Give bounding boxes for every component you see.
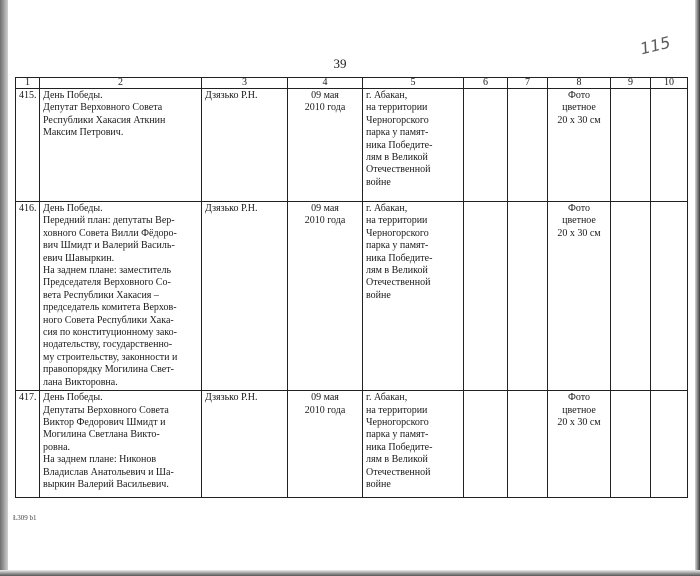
entry-place-line: войне — [366, 176, 391, 188]
entry-place — [363, 202, 464, 391]
scan-left-edge — [0, 0, 8, 576]
column-header: 8 — [548, 78, 611, 89]
entry-col9 — [611, 89, 651, 202]
column-header: 10 — [651, 78, 688, 89]
entry-col9 — [611, 391, 651, 498]
entry-description-line: ховного Совета Вилли Фёдоро- — [43, 227, 177, 239]
entry-date-line: 2010 года — [304, 102, 346, 114]
entry-description-line: Председателя Верховного Со- — [43, 277, 171, 289]
table-row — [16, 89, 688, 202]
entry-description-line: Максим Петрович. — [43, 127, 124, 139]
entry-place-line: г. Абакан, — [366, 392, 408, 404]
entry-description-line: Депутаты Верховного Совета — [43, 404, 169, 416]
entry-place-line: лям в Великой — [366, 265, 428, 277]
table-row — [16, 202, 688, 391]
entry-place-line: войне — [366, 289, 391, 301]
entry-date-line: 09 мая — [311, 90, 339, 101]
entry-author: Дзязько Р.Н. — [202, 391, 288, 498]
entry-place-line: на территории — [366, 102, 428, 114]
entry-col7 — [508, 202, 548, 391]
footer-code: Ł309 b1 — [13, 514, 37, 522]
entry-format — [548, 202, 611, 391]
entry-col6 — [464, 202, 508, 391]
entry-date-line: 2010 года — [304, 215, 346, 227]
table-row — [16, 391, 688, 498]
entry-date-line: 09 мая — [311, 392, 339, 404]
page-number: 39 — [333, 56, 347, 71]
entry-place-line: г. Абакан, — [366, 90, 408, 101]
entry-format-line: Фото — [567, 392, 590, 404]
scan-bottom-edge — [0, 570, 700, 576]
entry-col10 — [651, 89, 688, 202]
entry-col6 — [464, 391, 508, 498]
entry-date — [288, 202, 363, 391]
entry-place-line: Отечественной — [366, 277, 431, 289]
entry-place-line: на территории — [366, 404, 428, 416]
entry-format-line: цветное — [562, 215, 596, 227]
entry-place-line: на территории — [366, 215, 428, 227]
entry-format-line: Фото — [567, 203, 590, 214]
entry-format-line: 20 х 30 см — [557, 416, 601, 428]
entry-place — [363, 89, 464, 202]
entry-description-line: ного Совета Республики Хака- — [43, 314, 174, 326]
entry-description — [40, 202, 202, 391]
entry-col7 — [508, 89, 548, 202]
entry-description-line: вич Шмидт и Валерий Василь- — [43, 240, 175, 252]
entry-place-line: лям в Великой — [366, 152, 428, 164]
entry-description-line: лана Викторовна. — [43, 376, 118, 388]
column-header: 2 — [40, 78, 202, 89]
entry-description-line: Депутат Верховного Совета — [43, 102, 163, 114]
entry-place-line: Черногорского — [366, 227, 429, 239]
entry-place-line: Черногорского — [366, 114, 429, 126]
entry-description — [40, 89, 202, 202]
entry-description-line: правопорядку Могилина Свет- — [43, 364, 174, 376]
entry-place-line: ника Победите- — [366, 252, 433, 264]
entry-format — [548, 391, 611, 498]
column-header: 5 — [363, 78, 464, 89]
entry-place-line: ника Победите- — [366, 441, 433, 453]
column-header: 4 — [288, 78, 363, 89]
entry-description — [40, 391, 202, 498]
column-header: 3 — [202, 78, 288, 89]
entry-number: 416. — [16, 202, 40, 391]
entry-description-line: На заднем плане: Никонов — [43, 454, 157, 466]
entry-format-line: цветное — [562, 404, 596, 416]
entry-description-line: евич Шавыркин. — [43, 252, 115, 264]
entry-place — [363, 391, 464, 498]
entry-description-line: Передний план: депутаты Вер- — [43, 215, 175, 227]
entry-description-line: Республики Хакасия Аткнин — [43, 114, 166, 126]
entry-description-line: нодательству, государственно- — [43, 339, 173, 351]
entry-place-line: Отечественной — [366, 164, 431, 176]
column-header: 6 — [464, 78, 508, 89]
scan-right-edge — [695, 0, 700, 576]
entry-description-line: Могилина Светлана Викто- — [43, 429, 160, 441]
column-header: 9 — [611, 78, 651, 89]
entry-description-line: День Победы. — [43, 90, 103, 101]
entry-format — [548, 89, 611, 202]
entry-number: 417. — [16, 391, 40, 498]
entry-description-line: На заднем плане: заместитель — [43, 265, 172, 277]
entry-number: 415. — [16, 89, 40, 202]
entry-format-line: 20 х 30 см — [557, 227, 601, 239]
column-header: 1 — [16, 78, 40, 89]
entry-description-line: ровна. — [43, 441, 71, 453]
entry-col10 — [651, 202, 688, 391]
entry-date — [288, 89, 363, 202]
entry-place-line: Отечественной — [366, 466, 431, 478]
entry-place-line: парка у памят- — [366, 240, 429, 252]
entry-place-line: парка у памят- — [366, 429, 429, 441]
entry-description-line: Виктор Федорович Шмидт и — [43, 416, 166, 428]
header-row — [16, 78, 688, 89]
entry-place-line: Черногорского — [366, 416, 429, 428]
entry-author: Дзязько Р.Н. — [202, 202, 288, 391]
entry-place-line: ника Победите- — [366, 139, 433, 151]
entry-col6 — [464, 89, 508, 202]
registry-table — [15, 77, 688, 498]
entry-place-line: лям в Великой — [366, 454, 428, 466]
entry-col10 — [651, 391, 688, 498]
entry-description-line: Владислав Анатольевич и Ша- — [43, 466, 174, 478]
entry-col7 — [508, 391, 548, 498]
entry-place-line: г. Абакан, — [366, 203, 408, 214]
entry-format-line: Фото — [567, 90, 590, 101]
archive-number: 115 — [638, 32, 673, 59]
entry-format-line: цветное — [562, 102, 596, 114]
entry-description-line: День Победы. — [43, 392, 103, 404]
entry-col9 — [611, 202, 651, 391]
entry-description-line: День Победы. — [43, 203, 103, 214]
entry-description-line: вета Республики Хакасия – — [43, 289, 159, 301]
entry-description-line: му строительству, законности и — [43, 351, 178, 363]
entry-description-line: председатель комитета Верхов- — [43, 302, 177, 314]
entry-date-line: 2010 года — [304, 404, 346, 416]
entry-format-line: 20 х 30 см — [557, 114, 601, 126]
column-header: 7 — [508, 78, 548, 89]
entry-description-line: выркин Валерий Васильевич. — [43, 478, 169, 490]
entry-description-line: сия по конституционному зако- — [43, 327, 177, 339]
entry-place-line: парка у памят- — [366, 127, 429, 139]
entry-date-line: 09 мая — [311, 203, 339, 214]
entry-place-line: войне — [366, 478, 391, 490]
entry-author: Дзязько Р.Н. — [202, 89, 288, 202]
entry-date — [288, 391, 363, 498]
